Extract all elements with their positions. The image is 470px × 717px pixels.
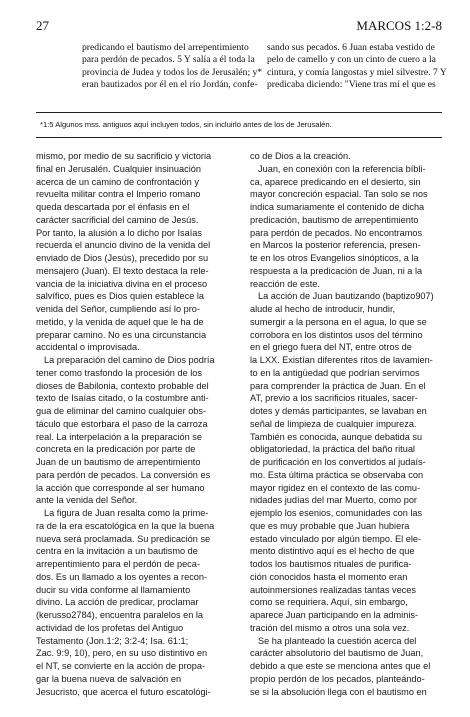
scripture-line: sando sus pecados. 6 Juan estaba vestido de <box>267 42 435 53</box>
commentary-line: ante la venida del Señor. <box>36 495 138 506</box>
commentary-line: salvífico, pues es Dios quien establece la <box>36 291 205 302</box>
commentary-line: corrobora en los distintos usos del término <box>250 329 423 340</box>
commentary-line: concreta en la predicación por parte de <box>36 444 196 455</box>
commentary-line: Jesucristo, que acerca el futuro escatológi- <box>36 686 211 697</box>
scripture-line: provincia de Judea y todos los de Jerusalén; y* <box>82 66 263 78</box>
commentary-line: mayor rigidez en el contexto de las comu- <box>250 482 421 493</box>
commentary-line: obligatoriedad, la práctica del baño ritual <box>250 444 415 455</box>
commentary-line: reacción de este. <box>250 278 320 289</box>
divider-bottom <box>36 137 442 138</box>
commentary-line: debido a que este se menciona antes que el <box>250 661 431 671</box>
commentary-line: para comprender la práctica de Juan. En el <box>250 380 426 391</box>
commentary-line: preparar camino. No es una circunstancia <box>36 329 207 340</box>
commentary-line: ción conocidos hasta el momento eran <box>250 571 408 582</box>
commentary-line: Testamento (Jon.1:2; 3:2-4; Isa. 61:1; <box>36 635 189 646</box>
commentary-line: respuesta a la predicación de Juan, ni a la <box>250 265 423 276</box>
scripture-right-column <box>267 42 447 104</box>
commentary-line: predicación, bautismo de arrepentimiento <box>250 214 419 225</box>
commentary-line: AT, previo a los sacrificios rituales, sacer- <box>250 393 418 404</box>
footnote: *1:5 Algunos mss. antiguos aquí incluyen todos, sin incluirlo antes de los de Jerusalén. <box>40 120 332 129</box>
scripture-line: cintura, y comía langostas y miel silvestre. 7 Y <box>267 66 447 78</box>
commentary-line: gua de eliminar del camino cualquier obs- <box>36 406 207 416</box>
commentary-line: arrepentimiento para el perdón de peca- <box>36 559 200 569</box>
commentary-line: propio perdón de los pecados, planteándo- <box>250 673 425 684</box>
commentary-line: divino. La acción de predicar, proclamar <box>36 597 199 608</box>
commentary-line: tener como trasfondo la procesión de los <box>36 367 202 378</box>
commentary-line: La figura de Juan resalta como la prime- <box>44 508 209 518</box>
page-number: 27 <box>36 18 49 33</box>
commentary-line: indica sumariamente el contenido de dicha <box>250 202 425 212</box>
commentary-line: aparece Juan participando en la adminis- <box>250 610 419 620</box>
commentary-line: en el griego fuera del NT, entre otros de <box>250 342 412 353</box>
commentary-line: Zac. 9:9, 10), pero, en su uso distintivo en <box>36 648 208 659</box>
commentary-line: todos los bautismos rituales de purifica- <box>250 559 412 569</box>
commentary-line: carácter absolutorio del bautismo de Juan, <box>250 648 424 659</box>
commentary-line: nueva será proclamada. Su predicación se <box>36 533 211 544</box>
commentary-line: co de Dios a la creación. <box>250 151 351 161</box>
commentary-line: alude al hecho de introducir, hundir, <box>250 304 396 314</box>
commentary-line: táculo que estorbara el paso de la carroza <box>36 418 208 429</box>
commentary-line: carácter sacrificial del camino de Jesús. <box>36 214 199 225</box>
commentary-line: nidades judías del mar Muerto, como por <box>250 495 417 506</box>
commentary-line: ca, aparece predicando en el desierto, sin <box>250 176 421 187</box>
commentary-left-column <box>36 150 231 698</box>
commentary-line: ra de la era escatológica en la que la buena <box>36 520 215 531</box>
scripture-line: predicando el bautismo del arrepentimiento <box>82 42 249 53</box>
scripture-line: pelo de camello y con un cinto de cuero a la <box>267 54 436 66</box>
commentary-line: revuelta militar contra el Imperio romano <box>36 189 201 200</box>
commentary-line: mento distintivo aquí es el hecho de que <box>250 546 415 557</box>
commentary-line: de purificación en los convertidos al judaís- <box>250 457 426 467</box>
commentary-line: estado vinculado por algún tiempo. El ele- <box>250 533 422 544</box>
commentary-line: señal de limpieza de cualquier impureza. <box>250 418 417 429</box>
commentary-line: mayor concreción espacial. Tan solo se nos <box>250 189 428 200</box>
commentary-line: (kerusso2784), encuentra paralelos en la <box>36 610 204 620</box>
commentary-line: centra en la invitación a un bautismo de <box>36 546 198 557</box>
commentary-line: recuerda el anuncio divino de la venida del <box>36 240 211 251</box>
commentary-line: Juan de un bautismo de arrepentimiento <box>36 457 201 467</box>
commentary-line: dos. Es un llamado a los oyentes a recon- <box>36 571 208 582</box>
commentary-line: acerca de un camino de confrontación y <box>36 176 199 187</box>
commentary-line: accidental o improvisada. <box>36 342 140 353</box>
commentary-line: mismo, por medio de su sacrificio y victoria <box>36 151 212 161</box>
commentary-line: sumergir a la persona en el agua, lo que se <box>250 316 427 327</box>
commentary-line: en Marcos la posterior referencia, presen- <box>250 240 421 251</box>
commentary-line: queda descartada por el énfasis en el <box>36 202 190 212</box>
commentary-line: enviado de Dios (Jesús), precedido por su <box>36 253 209 263</box>
commentary-line: para perdón de pecados. No encontramos <box>250 227 423 238</box>
scripture-left-column <box>82 42 263 104</box>
running-head: MARCOS 1:2-8 <box>356 18 442 33</box>
commentary-line: Se ha planteado la cuestión acerca del <box>258 635 417 646</box>
commentary-line: gar la buena nueva de salvación en <box>36 673 182 684</box>
scripture-line: predicaba diciendo: "Viene tras mí el que es <box>267 78 436 90</box>
commentary-line: mo. Esta última práctica se observaba con <box>250 469 424 480</box>
commentary-line: se si la absolución llega con el bautismo en <box>250 686 427 697</box>
commentary-line: dioses de Babilonia, contexto probable del <box>36 380 209 391</box>
commentary-line: dotes y demás participantes, se lavaban en <box>250 406 427 416</box>
commentary-line: que es muy probable que Juan hubiera <box>250 520 410 531</box>
scripture-line: eran bautizados por él en el río Jordán, confe- <box>82 78 258 90</box>
commentary-line: metido, y la venida de aquel que le ha de <box>36 316 204 327</box>
commentary-right-column <box>250 150 444 698</box>
commentary-line: mensajero (Juan). El texto destaca la rele- <box>36 265 209 276</box>
commentary-line: la LXX. Existían diferentes ritos de lavamien- <box>250 355 433 365</box>
commentary-line: el NT, se convierte en la acción de propa- <box>36 661 206 671</box>
commentary-line: te en los otros Evangelios sinópticos, a la <box>250 253 419 263</box>
commentary-line: la acción que corresponde al ser humano <box>36 482 205 493</box>
commentary-line: Por tanto, la alusión a lo dicho por Isaías <box>36 227 202 238</box>
commentary-line: vancia de la iniciativa divina en el proceso <box>36 278 208 289</box>
commentary-line: real. La interpelación a la preparación se <box>36 431 202 442</box>
commentary-line: venida del Señor, cumpliendo así lo pro- <box>36 304 200 314</box>
page-header <box>36 18 442 34</box>
commentary-line: La acción de Juan bautizando (baptizo907) <box>258 291 434 302</box>
commentary-line: to en la antigüedad que podrían servirnos <box>250 367 420 378</box>
commentary-line: texto de Isaías citado, o la costumbre anti- <box>36 393 209 404</box>
divider-top <box>36 112 442 113</box>
scripture-text <box>82 42 447 104</box>
commentary-line: ejemplo los esenios, comunidades con las <box>250 508 423 518</box>
commentary-line: final en Jerusalén. Cualquier insinuación <box>36 163 201 174</box>
commentary-line: Juan, en conexión con la referencia bíbli- <box>258 163 426 174</box>
commentary-line: También es conocida, aunque debatida su <box>250 431 423 442</box>
commentary-line: La preparación del camino de Dios podría <box>44 355 215 365</box>
commentary-line: para perdón de pecados. La conversión es <box>36 469 211 480</box>
commentary-line: como se requiriera. Aquí, sin embargo, <box>250 597 408 608</box>
commentary-line: ducir su vida conforme al llamamiento <box>36 584 191 595</box>
commentary-line: autoinmersiones realizadas tantas veces <box>250 584 416 595</box>
commentary-line: tración del mismo a otros una sola vez. <box>250 622 410 633</box>
scripture-line: para perdón de pecados. 5 Y salía a él toda la <box>82 54 255 66</box>
commentary-line: actividad de los profetas del Antiguo <box>36 622 184 633</box>
